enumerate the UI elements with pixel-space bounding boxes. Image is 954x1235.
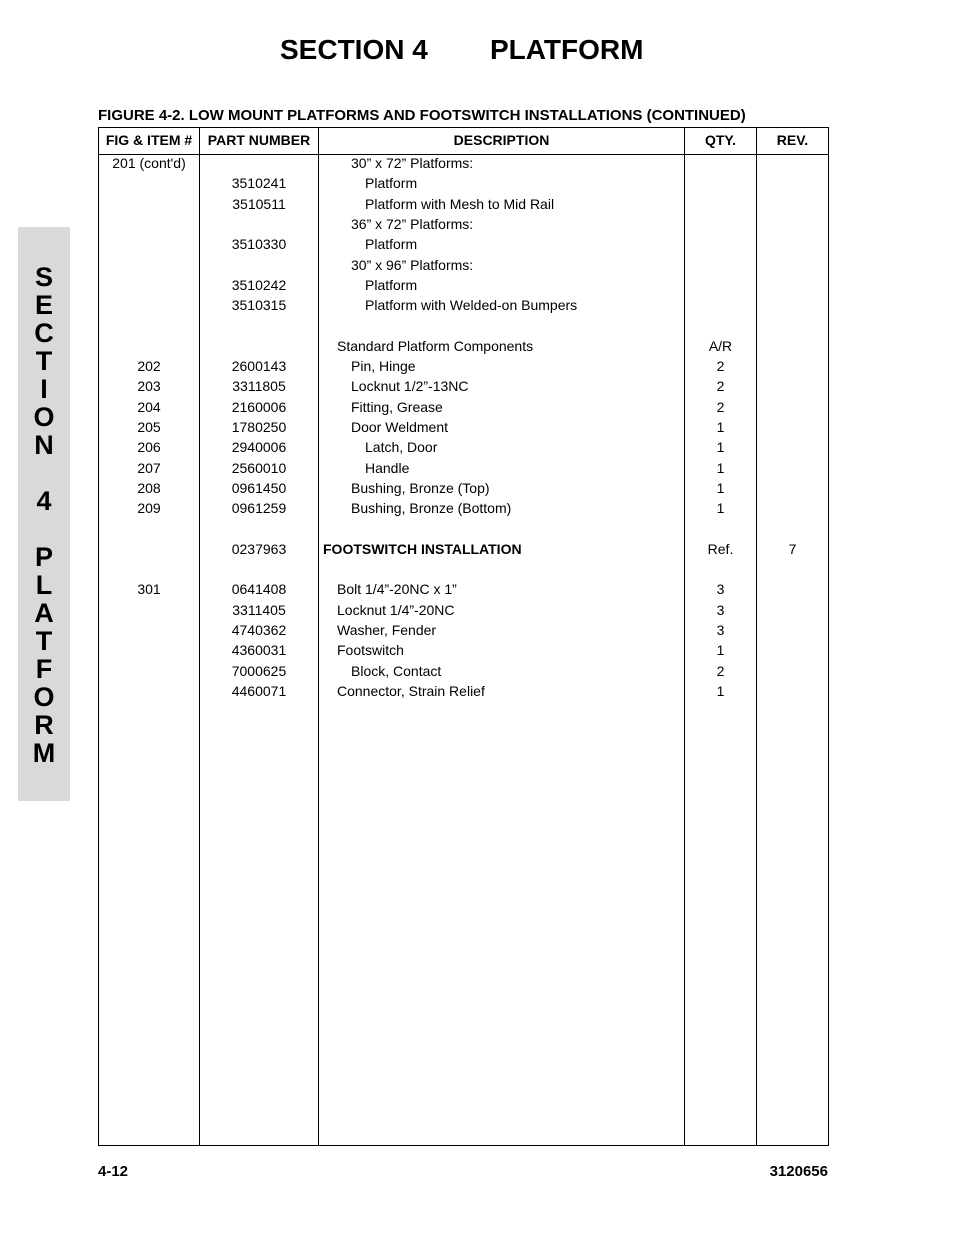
description-cell: Bushing, Bronze (Top)	[351, 479, 490, 496]
part-number-cell: 4740362	[231, 621, 287, 638]
table-row	[99, 376, 828, 396]
qty-cell: 1	[716, 500, 725, 517]
qty-cell: 1	[716, 682, 725, 699]
description-cell: Locknut 1/4”-20NC	[337, 601, 455, 618]
table-row	[99, 579, 828, 599]
description-cell: Bolt 1/4”-20NC x 1”	[337, 581, 457, 598]
description-cell: Footswitch	[337, 642, 404, 659]
table-row	[99, 356, 828, 376]
fig-item-cell: 204	[137, 398, 161, 415]
fig-item-cell: 205	[137, 418, 161, 435]
table-row	[99, 255, 828, 275]
column-header-part-number: PART NUMBER	[207, 132, 311, 148]
qty-cell: 3	[716, 601, 725, 618]
description-cell: 30” x 96” Platforms:	[351, 256, 474, 273]
description-cell: Pin, Hinge	[351, 358, 416, 374]
side-tab-letter: C	[34, 318, 54, 348]
table-row	[99, 397, 828, 417]
side-tab-letter: I	[40, 374, 48, 404]
table-row	[99, 234, 828, 254]
side-tab-letter: A	[34, 598, 54, 628]
part-number-cell: 4460071	[231, 682, 287, 699]
fig-item-cell: 208	[137, 479, 161, 496]
table-row	[99, 336, 828, 356]
description-cell: Fitting, Grease	[351, 398, 443, 415]
part-number-cell: 0961259	[231, 500, 287, 517]
table-row	[99, 640, 828, 660]
description-cell: 36” x 72” Platforms:	[351, 215, 474, 232]
description-cell: Block, Contact	[351, 662, 442, 679]
section-side-tab	[18, 227, 70, 801]
side-tab-letter: O	[33, 682, 55, 712]
parts-table	[98, 127, 829, 1146]
part-number-cell: 3510242	[231, 276, 287, 293]
table-row	[99, 214, 828, 234]
part-number-cell: 0237963	[231, 540, 287, 557]
side-tab-letter: 4	[36, 486, 52, 516]
table-row	[99, 417, 828, 437]
description-cell: Standard Platform Components	[337, 337, 534, 354]
document-number: 3120656	[769, 1163, 828, 1180]
section-header	[0, 30, 954, 70]
table-row	[99, 173, 828, 193]
qty-cell: 1	[716, 642, 725, 659]
section-name: PLATFORM	[490, 34, 644, 65]
qty-cell: 2	[716, 358, 725, 374]
side-tab-letter: O	[33, 402, 55, 432]
rev-cell: 7	[788, 540, 797, 557]
table-row	[99, 661, 828, 681]
side-tab-letter: M	[32, 738, 56, 768]
side-tab-letter: N	[34, 430, 54, 460]
figure-title: FIGURE 4-2. LOW MOUNT PLATFORMS AND FOOTSWITCH INSTALLATIONS (CONTINUED)	[98, 107, 746, 124]
side-tab-letter: T	[35, 346, 53, 376]
qty-cell: 1	[716, 439, 725, 456]
part-number-cell: 3510511	[232, 195, 286, 212]
part-number-cell: 3311805	[232, 378, 286, 395]
table-row	[99, 681, 828, 701]
description-cell: Platform with Mesh to Mid Rail	[365, 195, 555, 212]
table-row	[99, 478, 828, 498]
table-row	[99, 498, 828, 518]
side-tab-letter: T	[35, 626, 53, 656]
part-number-cell: 7000625	[231, 662, 287, 679]
table-row	[99, 620, 828, 640]
side-tab-letter: E	[34, 290, 53, 320]
part-number-cell: 3510315	[231, 297, 287, 314]
table-row	[99, 559, 828, 579]
description-cell: Handle	[365, 459, 410, 476]
section-number: SECTION 4	[280, 34, 428, 65]
description-cell: 30” x 72” Platforms:	[351, 155, 474, 171]
description-cell: FOOTSWITCH INSTALLATION	[323, 540, 522, 557]
description-cell: Bushing, Bronze (Bottom)	[351, 500, 512, 517]
part-number-cell: 3510330	[231, 236, 287, 253]
qty-cell: 1	[716, 418, 725, 435]
description-cell: Latch, Door	[365, 439, 438, 456]
table-row	[99, 600, 828, 620]
fig-item-cell: 203	[137, 378, 161, 395]
fig-item-cell: 201 (cont'd)	[112, 155, 186, 171]
part-number-cell: 1780250	[231, 418, 287, 435]
qty-cell: 1	[716, 459, 725, 476]
column-header-qty: QTY.	[704, 132, 737, 148]
side-tab-letter: S	[34, 262, 53, 292]
fig-item-cell: 202	[137, 358, 161, 374]
description-cell: Door Weldment	[351, 418, 449, 435]
part-number-cell: 2940006	[231, 439, 287, 456]
column-header-rev: REV.	[776, 132, 809, 148]
qty-cell: 2	[716, 398, 725, 415]
part-number-cell: 3510241	[231, 175, 287, 192]
description-cell: Locknut 1/2”-13NC	[351, 378, 469, 395]
part-number-cell: 3311405	[232, 601, 286, 618]
qty-cell: A/R	[708, 337, 733, 354]
qty-cell: 2	[716, 662, 725, 679]
side-tab-letter: F	[35, 654, 53, 684]
qty-cell: 1	[716, 479, 725, 496]
side-tab-letter: P	[34, 542, 53, 572]
description-cell: Platform	[365, 276, 418, 293]
fig-item-cell: 207	[137, 459, 161, 476]
fig-item-cell: 301	[137, 581, 161, 598]
side-tab-letter: L	[35, 570, 53, 600]
part-number-cell: 2160006	[231, 398, 287, 415]
side-tab-letter: R	[34, 710, 54, 740]
part-number-cell: 2560010	[231, 459, 287, 476]
part-number-cell: 2600143	[231, 358, 287, 374]
fig-item-cell: 206	[137, 439, 161, 456]
table-row	[99, 518, 828, 538]
table-row	[99, 275, 828, 295]
table-row	[99, 315, 828, 335]
description-cell: Platform	[365, 236, 418, 253]
column-header-fig-item: FIG & ITEM #	[105, 132, 193, 148]
qty-cell: 3	[716, 621, 725, 638]
description-cell: Platform	[365, 175, 418, 192]
table-row	[99, 458, 828, 478]
description-cell: Washer, Fender	[337, 621, 437, 638]
fig-item-cell: 209	[137, 500, 161, 517]
table-row	[99, 194, 828, 214]
part-number-cell: 4360031	[231, 642, 287, 659]
qty-cell: 2	[716, 378, 725, 395]
column-header-description: DESCRIPTION	[453, 132, 550, 148]
part-number-cell: 0961450	[231, 479, 287, 496]
page-number: 4-12	[98, 1163, 129, 1180]
table-row	[99, 539, 828, 559]
part-number-cell: 0641408	[231, 581, 287, 598]
table-row	[99, 153, 828, 173]
table-row	[99, 295, 828, 315]
qty-cell: 3	[716, 581, 725, 598]
qty-cell: Ref.	[707, 540, 734, 557]
table-row	[99, 437, 828, 457]
description-cell: Platform with Welded-on Bumpers	[365, 297, 578, 314]
description-cell: Connector, Strain Relief	[337, 682, 485, 699]
